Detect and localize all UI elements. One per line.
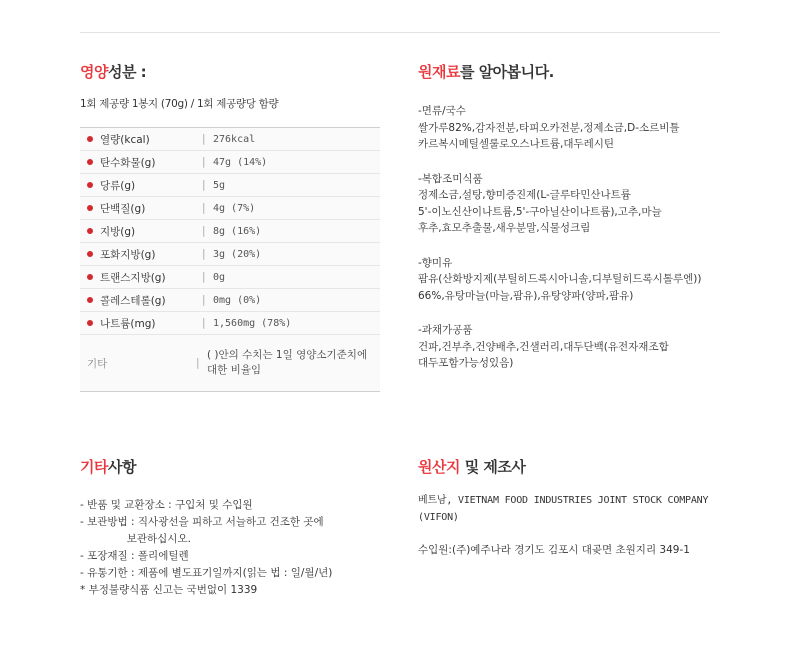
bullet-icon <box>87 159 93 165</box>
etc-value: ( )안의 수치는 1일 영양소기준치에 대한 비율임 <box>207 349 368 376</box>
other-item: 보관하십시오. <box>80 533 191 545</box>
other-item: - 유통기한 : 제품에 별도표기일까지(읽는 법 : 일/월/년) <box>80 567 333 579</box>
separator: | <box>202 294 206 306</box>
nutrient-name: 당류(g) <box>100 179 136 192</box>
other-item: - 반품 및 교환장소 : 구입처 및 수입원 <box>80 499 253 511</box>
ingredient-heading: -과채가공품 <box>418 324 473 336</box>
nutrition-title: 영양성분 : <box>80 63 147 81</box>
bullet-icon <box>87 205 93 211</box>
bullet-icon <box>87 297 93 303</box>
ingredient-heading: -면류/국수 <box>418 105 466 117</box>
separator: | <box>202 225 206 237</box>
ingredient-heading: -향미유 <box>418 256 453 269</box>
nutrient-name: 단백질(g) <box>100 202 146 215</box>
ingredient-line: 쌀가루82%,감자전분,타피오카전분,정제소금,D-소르비틀 <box>418 121 680 134</box>
other-item: - 보관방법 : 직사광선을 피하고 서늘하고 건조한 곳에 <box>80 516 324 528</box>
separator: | <box>196 357 200 369</box>
nutrition-row <box>80 266 380 289</box>
other-section <box>80 456 332 599</box>
origin-title: 원산지 및 제조사 <box>418 458 526 476</box>
ingredients-title: 원재료를 알아봅니다. <box>418 63 554 81</box>
ingredient-group <box>418 103 701 153</box>
nutrient-value: 4g (7%) <box>213 202 256 214</box>
ingredient-group <box>418 255 701 305</box>
nutrient-name: 나트륨(mg) <box>100 317 156 330</box>
bullet-icon <box>87 320 93 326</box>
ingredient-line: 건파,건부추,건양배추,건샐러리,대두단백(유전자재조합 <box>418 340 669 353</box>
nutrient-name: 열량(kcal) <box>100 133 150 146</box>
nutrient-name: 탄수화물(g) <box>100 156 156 169</box>
ingredient-heading: -복합조미식품 <box>418 172 483 185</box>
bullet-icon <box>87 136 93 142</box>
nutrient-value: 5g <box>213 179 226 191</box>
bullet-icon <box>87 182 93 188</box>
ingredients-section <box>418 61 701 372</box>
ingredient-line: 카르복시메틸셀룰로오스나트륨,대두레시틴 <box>418 138 615 150</box>
ingredient-line: 대두포함가능성있음) <box>418 357 514 369</box>
etc-label: 기타 <box>87 357 108 370</box>
origin-section <box>418 456 708 559</box>
other-title: 기타사항 <box>80 458 136 476</box>
nutrition-section <box>80 61 278 111</box>
top-divider <box>80 32 720 33</box>
ingredient-line: 5'-이노신산이나트륨,5'-구아닐산이나트륨),고추,마늘 <box>418 205 662 218</box>
origin-line: (VIFON) <box>418 511 459 523</box>
separator: | <box>202 133 206 145</box>
importer-line: 수입원:(주)예주나라 경기도 김포시 대곶면 초원지리 349-1 <box>418 544 690 556</box>
nutrition-row <box>80 128 380 151</box>
ingredient-group <box>418 171 701 237</box>
ingredient-line: 66%,유탕마늘(마늘,팜유),유탕양파(양파,팜유) <box>418 289 634 302</box>
separator: | <box>202 179 206 191</box>
nutrient-value: 0g <box>213 271 226 283</box>
separator: | <box>202 317 206 329</box>
nutrient-name: 트랜스지방(g) <box>100 271 166 284</box>
nutrient-value: 1,560mg (78%) <box>213 317 292 329</box>
nutrition-row <box>80 243 380 266</box>
nutrient-name: 포화지방(g) <box>100 248 156 261</box>
ingredient-group <box>418 322 701 372</box>
nutrition-subtitle: 1회 제공량 1봉지 (70g) / 1회 제공량당 함량 <box>80 98 279 110</box>
nutrient-value: 3g (20%) <box>213 248 262 260</box>
nutrition-row <box>80 151 380 174</box>
bullet-icon <box>87 228 93 234</box>
other-item: * 부정불량식품 신고는 국번없이 1339 <box>80 584 258 596</box>
other-item: - 포장재질 : 폴리에틸렌 <box>80 550 189 562</box>
nutrition-row <box>80 174 380 197</box>
nutrient-value: 276kcal <box>213 133 256 145</box>
nutrition-row <box>80 220 380 243</box>
nutrient-name: 콜레스테롤(g) <box>100 294 166 307</box>
ingredient-line: 정제소금,설탕,향미증진제(L-글루타민산나트륨 <box>418 189 631 201</box>
nutrition-row <box>80 197 380 220</box>
nutrition-row <box>80 289 380 312</box>
ingredient-line: 팜유(산화방지제(부틸히드록시아니솔,디부틸히드록시톨루엔)) <box>418 273 702 285</box>
nutrient-name: 지방(g) <box>100 225 136 238</box>
nutrition-table <box>80 127 380 392</box>
separator: | <box>202 271 206 283</box>
ingredient-line: 후추,효모추출물,새우분말,식물성크림 <box>418 222 591 234</box>
nutrient-value: 47g (14%) <box>213 156 268 168</box>
nutrient-value: 0mg (0%) <box>213 294 262 306</box>
origin-line: 베트남, VIETNAM FOOD INDUSTRIES JOINT STOCK COMPANY <box>418 495 709 506</box>
separator: | <box>202 248 206 260</box>
bullet-icon <box>87 274 93 280</box>
nutrition-etc-row <box>80 335 380 391</box>
nutrition-row <box>80 312 380 335</box>
separator: | <box>202 156 206 168</box>
bullet-icon <box>87 251 93 257</box>
separator: | <box>202 202 206 214</box>
nutrient-value: 8g (16%) <box>213 225 262 237</box>
